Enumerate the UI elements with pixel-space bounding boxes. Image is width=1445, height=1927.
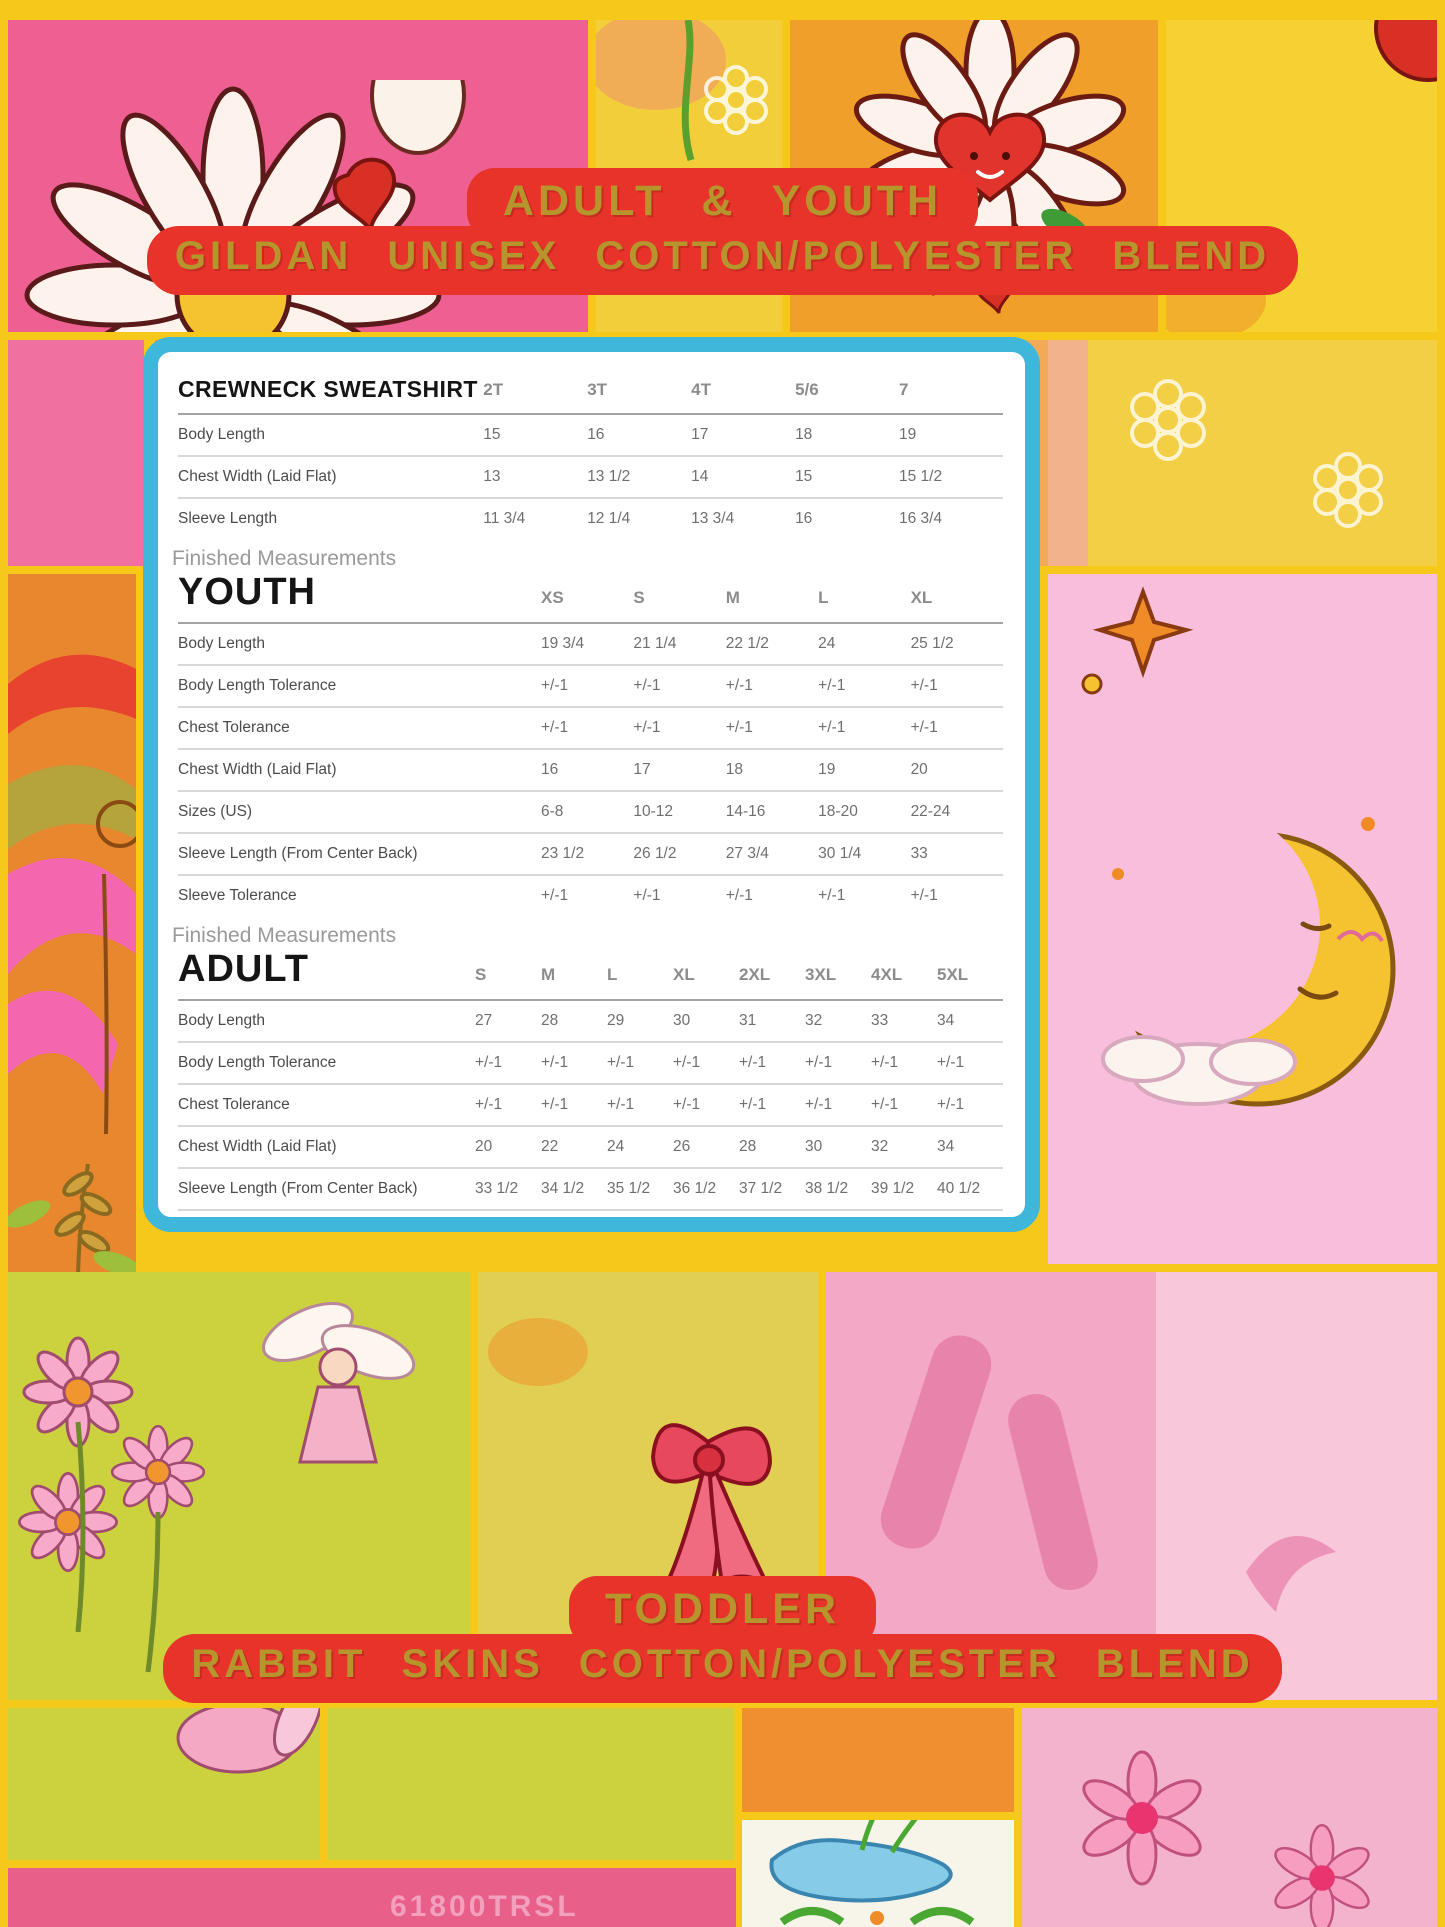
size-value: 28 [739,1138,757,1155]
size-value: 35 1/2 [607,1180,651,1197]
bg-tile-b4 [742,1820,1014,1927]
column-header: M [541,964,556,984]
table-row [178,1042,1003,1084]
size-value: 30 [805,1138,823,1155]
column-header: L [818,587,829,607]
table-row [178,1168,1003,1210]
bg-tile-right-yellow [1048,340,1437,566]
bg-code-strip [8,1868,736,1927]
bottom-title-line1: TODDLER [569,1576,876,1648]
size-value: 16 [795,510,813,527]
size-value: 33 [910,845,928,862]
size-value: 34 [937,1138,955,1155]
crescent-moon-icon [1048,574,1437,1264]
size-value: 18 [725,761,744,778]
bottom-title-line2: RABBIT SKINS COTTON/POLYESTER BLEND [163,1634,1281,1703]
size-value: +/-1 [937,1054,965,1071]
column-header: XS [541,587,564,607]
size-value: 19 [818,761,836,778]
column-header: S [475,964,487,984]
size-value: 14 [691,468,709,485]
size-value: +/-1 [871,1054,899,1071]
size-value: +/-1 [805,1222,833,1232]
bg-tile-b2 [328,1708,734,1860]
bottom-title-block [0,1576,1445,1703]
size-value: +/-1 [633,719,661,736]
size-value: 11 3/4 [483,510,526,527]
size-value: 33 [871,1012,889,1029]
size-value: +/-1 [541,719,569,736]
column-header: 4T [691,379,711,399]
size-value: 13 1/2 [587,468,631,485]
table-row [178,707,1003,749]
top-title-line1: ADULT & YOUTH [467,168,978,240]
size-value: +/-1 [818,719,846,736]
flower-outlines-icon [1048,340,1437,566]
size-value: +/-1 [818,887,846,904]
row-label: Chest Width (Laid Flat) [178,1138,337,1155]
row-label: Sleeve Tolerance [178,887,297,904]
bg-tile-b3 [742,1708,1014,1812]
size-value: 24 [818,635,836,652]
row-label: Chest Tolerance [178,719,290,736]
size-value: 36 1/2 [673,1180,717,1197]
size-value: +/-1 [475,1054,503,1071]
size-value: +/-1 [541,677,569,694]
size-value: 34 1/2 [541,1180,585,1197]
row-label: Sizes (US) [178,803,253,820]
table-row [178,875,1003,916]
size-value: 15 [795,468,813,485]
row-label: Body Length Tolerance [178,677,337,694]
column-header: 2T [483,379,504,399]
table-row [178,623,1003,665]
size-value: 20 [910,761,928,778]
bg-tile-b5 [1022,1708,1437,1927]
column-header: 7 [899,379,909,399]
row-label: Body Length Tolerance [178,1054,337,1071]
youth-size-table [178,571,1003,916]
table-row [178,749,1003,791]
size-value: 17 [691,426,709,443]
size-value: +/-1 [739,1222,767,1232]
table-title: YOUTH [178,571,316,613]
size-value: 13 3/4 [691,510,735,527]
size-value: +/-1 [910,887,938,904]
size-value: 16 3/4 [899,510,943,527]
adult-size-table [178,948,1003,1232]
table-row [178,498,1003,539]
table-row [178,1000,1003,1042]
size-value: 15 [483,426,501,443]
size-value: +/-1 [739,1096,767,1113]
size-value: +/-1 [725,677,753,694]
row-label: Body Length [178,635,266,652]
size-value: 15 1/2 [899,468,943,485]
size-value: +/-1 [541,887,569,904]
table-title: ADULT [178,948,309,990]
bunny-icon [8,1708,320,1860]
size-chart-card [143,337,1040,1232]
column-header: 2XL [739,964,771,984]
header-row [178,571,1003,623]
size-value: +/-1 [607,1096,635,1113]
row-label: Sleeve Tolerance [178,1222,297,1232]
size-value: +/-1 [541,1222,569,1232]
size-value: 27 [475,1012,493,1029]
size-value: +/-1 [725,719,753,736]
size-value: 40 1/2 [937,1180,981,1197]
size-value: +/-1 [725,887,753,904]
size-value: +/-1 [937,1222,965,1232]
table-row [178,1126,1003,1168]
column-header: M [725,587,740,607]
bg-tile-b1 [8,1708,320,1860]
size-value: 16 [587,426,605,443]
size-value: +/-1 [541,1054,569,1071]
size-value: 17 [633,761,651,778]
size-value: +/-1 [607,1222,635,1232]
size-value: 6-8 [541,803,564,820]
size-value: +/-1 [739,1054,767,1071]
column-header: L [607,964,618,984]
column-header: S [633,587,645,607]
size-value: 10-12 [633,803,674,820]
top-title-line2: GILDAN UNISEX COTTON/POLYESTER BLEND [147,226,1298,295]
row-label: Sleeve Length (From Center Back) [178,845,418,862]
column-header: 4XL [871,964,903,984]
size-value: 23 1/2 [541,845,585,862]
size-value: +/-1 [673,1222,701,1232]
column-header: XL [673,964,695,984]
size-value: +/-1 [805,1096,833,1113]
size-value: +/-1 [910,677,938,694]
size-value: 25 1/2 [910,635,954,652]
size-value: 26 [673,1138,691,1155]
row-label: Body Length [178,426,266,443]
row-label: Chest Width (Laid Flat) [178,761,337,778]
column-header: XL [910,587,933,607]
size-value: 18-20 [818,803,858,820]
size-value: 13 [483,468,501,485]
size-value: 22-24 [910,803,951,820]
size-value: 20 [475,1138,493,1155]
adult-section-label: Finished Measurements [172,924,397,947]
row-label: Body Length [178,1012,266,1029]
size-value: +/-1 [541,1096,569,1113]
youth-section-label: Finished Measurements [172,547,397,570]
size-value: 26 1/2 [633,845,677,862]
column-header: 3T [587,379,608,399]
bg-tile-girl-panel [8,574,136,1278]
table-row [178,833,1003,875]
row-label: Chest Tolerance [178,1096,290,1113]
size-value: 22 1/2 [725,635,769,652]
size-value: 32 [805,1012,823,1029]
size-value: +/-1 [475,1096,503,1113]
size-value: +/-1 [805,1054,833,1071]
size-value: +/-1 [673,1096,701,1113]
table-row [178,456,1003,498]
size-value: +/-1 [871,1096,899,1113]
size-value: 19 [899,426,917,443]
fairy-icon [255,1292,420,1462]
column-header: 3XL [805,964,837,984]
size-value: 27 3/4 [725,845,769,862]
row-label: Chest Width (Laid Flat) [178,468,337,485]
size-value: +/-1 [475,1222,503,1232]
size-value: 37 1/2 [739,1180,783,1197]
size-value: 22 [541,1138,559,1155]
size-value: 32 [871,1138,889,1155]
size-value: 39 1/2 [871,1180,915,1197]
size-value: +/-1 [633,677,661,694]
size-value: +/-1 [633,887,661,904]
size-value: 30 [673,1012,691,1029]
size-value: 33 1/2 [475,1180,519,1197]
size-value: +/-1 [937,1096,965,1113]
table-title: CREWNECK SWEATSHIRT [178,376,478,402]
table-row [178,414,1003,456]
size-value: 31 [739,1012,757,1029]
size-value: 29 [607,1012,625,1029]
size-value: +/-1 [607,1054,635,1071]
top-title-block [0,168,1445,295]
psychedelic-girl-icon [8,574,136,1278]
size-value: +/-1 [871,1222,899,1232]
header-row [178,948,1003,1000]
puddle-icon [742,1820,1014,1927]
size-value: +/-1 [818,677,846,694]
table-row [178,1084,1003,1126]
size-value: 34 [937,1012,955,1029]
header-row [178,364,1003,414]
size-value: +/-1 [673,1054,701,1071]
table-row [178,665,1003,707]
product-code-text: 61800TRSL [390,1890,579,1923]
row-label: Sleeve Length [178,510,278,527]
column-header: 5XL [937,964,969,984]
size-value: +/-1 [910,719,938,736]
size-value: 24 [607,1138,625,1155]
table-row [178,791,1003,833]
size-value: 14-16 [725,803,766,820]
toddler-size-table [178,364,1003,539]
size-value: 30 1/4 [818,845,862,862]
size-value: 16 [541,761,559,778]
size-value: 28 [541,1012,559,1029]
bg-tile-moon-panel [1048,574,1437,1264]
size-value: 19 3/4 [541,635,585,652]
column-header: 5/6 [795,379,819,399]
pink-flowers-icon [1022,1708,1437,1927]
size-value: 38 1/2 [805,1180,849,1197]
row-label: Sleeve Length (From Center Back) [178,1180,418,1197]
size-value: 12 1/4 [587,510,631,527]
size-value: 18 [795,426,813,443]
table-row [178,1210,1003,1232]
size-value: 21 1/4 [633,635,677,652]
